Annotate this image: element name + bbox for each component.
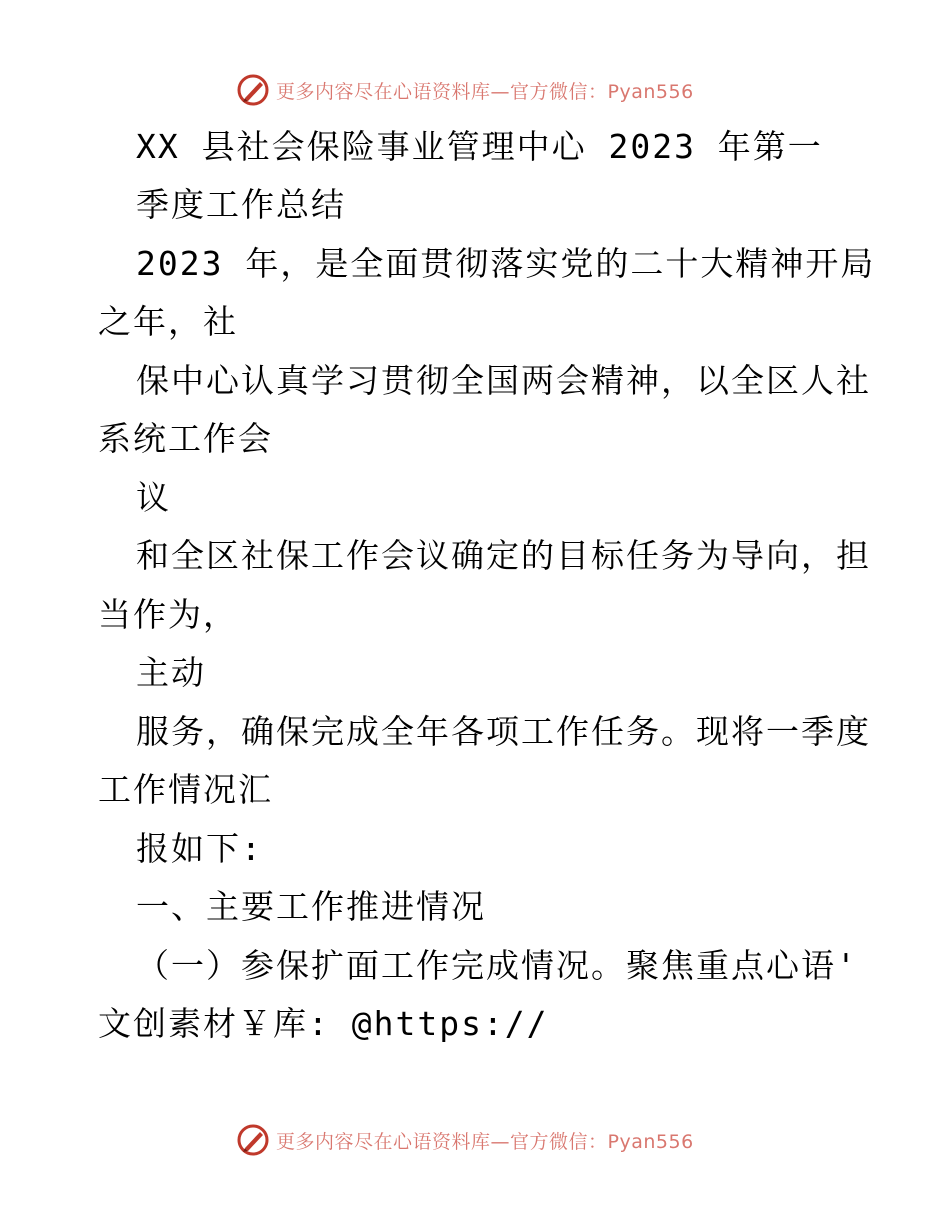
doc-text-line: 服务，确保完成全年各项工作任务。现将一季度: [136, 712, 871, 751]
doc-text-line: （一）参保扩面工作完成情况。聚焦重点心语': [136, 946, 858, 985]
doc-text-line: 之年，社: [98, 302, 238, 341]
watermark-text: 更多内容尽在心语资料库—官方微信：Pyan556: [276, 1130, 694, 1153]
doc-text-line: 文创素材￥库: @https://: [98, 1004, 549, 1043]
doc-text-line: 当作为，: [98, 595, 238, 634]
doc-text-line: 工作情况汇: [98, 770, 273, 809]
doc-text-line: 报如下:: [136, 829, 263, 868]
header-watermark-banner: [236, 72, 694, 108]
doc-title-line-1: XX 县社会保险事业管理中心 2023 年第一: [136, 127, 823, 166]
doc-title-line-2: 季度工作总结: [136, 185, 346, 224]
footer-watermark-banner: [236, 1122, 694, 1158]
doc-text-line: 系统工作会: [98, 419, 273, 458]
doc-text-line: 和全区社保工作会议确定的目标任务为导向，担: [136, 536, 871, 575]
doc-text-line: 保中心认真学习贯彻全国两会精神，以全区人社: [136, 361, 871, 400]
section-heading: 一、主要工作推进情况: [136, 887, 486, 926]
pen-logo-icon: [236, 73, 270, 107]
pen-logo-icon: [236, 1123, 270, 1157]
watermark-text: 更多内容尽在心语资料库—官方微信：Pyan556: [276, 80, 694, 103]
doc-text-line: 2023 年，是全面贯彻落实党的二十大精神开局: [136, 244, 876, 283]
doc-text-line: 议: [136, 478, 171, 517]
doc-text-line: 主动: [136, 653, 206, 692]
